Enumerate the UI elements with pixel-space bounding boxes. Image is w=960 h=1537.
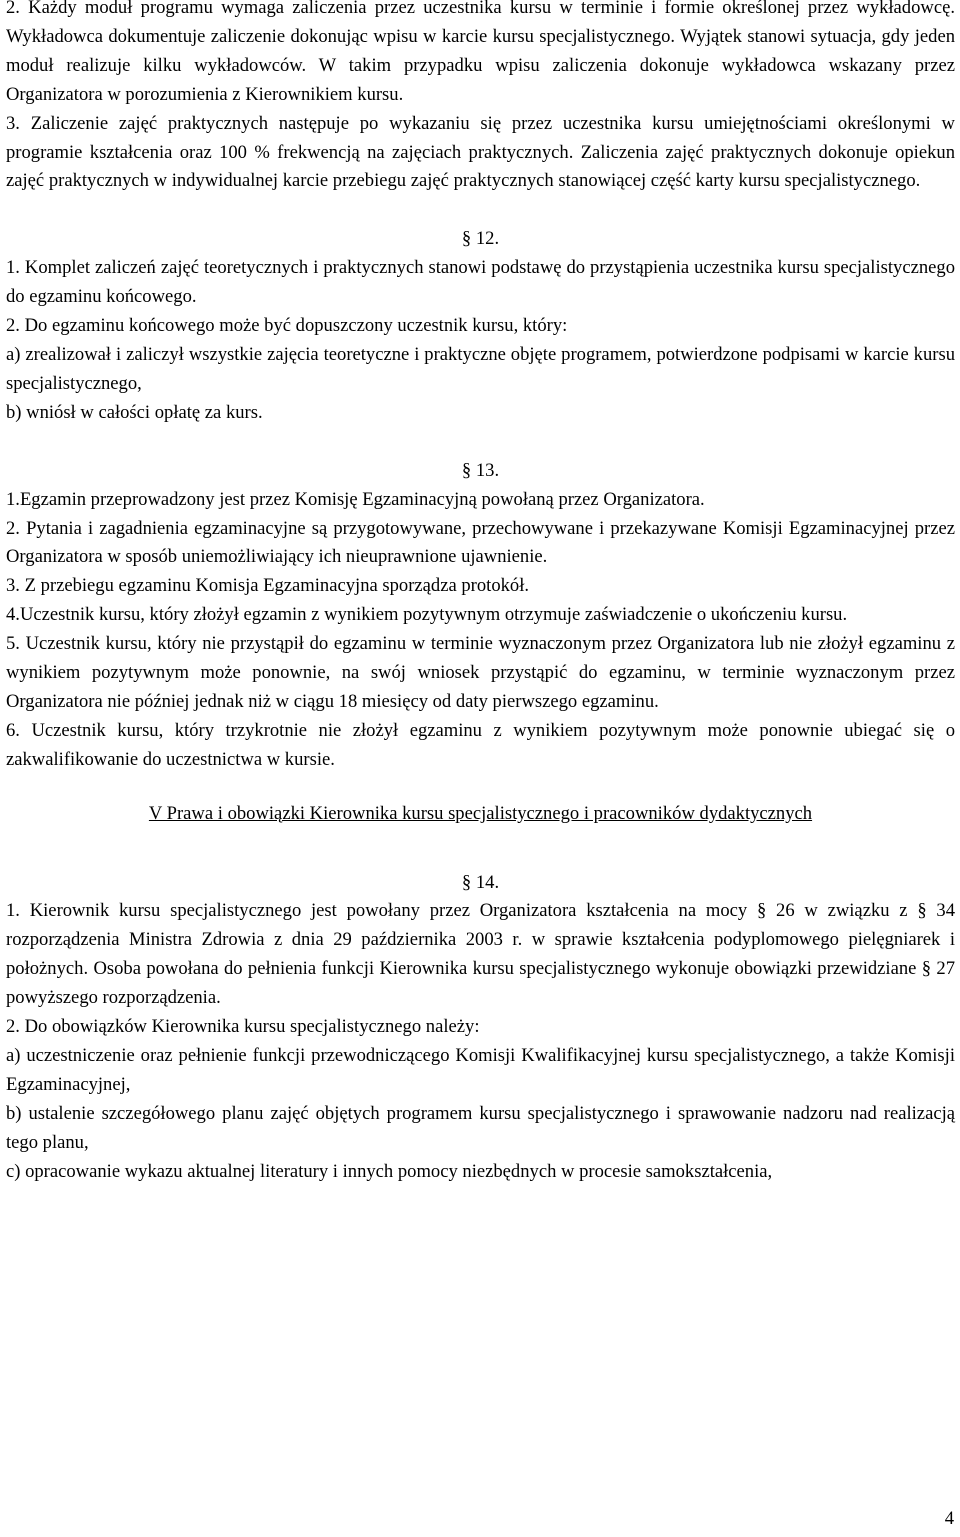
page-number: 4 xyxy=(944,1508,954,1529)
chapter-heading: V Prawa i obowiązki Kierownika kursu specjalistycznego i pracowników dydaktycznych xyxy=(148,802,813,824)
list-item: b) ustalenie szczegółowego planu zajęć objętych programem kursu specjalistycznego i sprawowanie nadzoru nad realizacją tego planu, xyxy=(6,1102,955,1153)
section-title: § 12. xyxy=(461,228,500,250)
paragraph: 1.Egzamin przeprowadzony jest przez Komisję Egzaminacyjną powołaną przez Organizatora. xyxy=(6,488,705,510)
list-item: b) wniósł w całości opłatę za kurs. xyxy=(6,401,263,423)
paragraph: 2. Do obowiązków Kierownika kursu specjalistycznego należy: xyxy=(6,1016,480,1038)
list-item: a) zrealizował i zaliczył wszystkie zajęcia teoretyczne i praktyczne objęte programem, potwierdzone podpisami w karcie kursu specjalistycznego, xyxy=(6,343,955,394)
paragraph: 2. Każdy moduł programu wymaga zaliczenia przez uczestnika kursu w terminie i formie określonej przez wykładowcę. Wykładowca dokumentuje zaliczenie dokonując wpisu w karcie kursu specjalistycznego. Wyjątek stanowi sytuacja, gdy jeden moduł realizuje kilku wykładowców. W takim przypadku wpisu zaliczenia dokonuje wykładowca wskazany przez Organizatora w porozumienia z Kierownikiem kursu. xyxy=(6,0,955,105)
paragraph: 4.Uczestnik kursu, który złożył egzamin z wynikiem pozytywnym otrzymuje zaświadczenie o ukończeniu kursu. xyxy=(6,604,848,626)
document-body xyxy=(6,0,955,1187)
paragraph: 3. Zaliczenie zajęć praktycznych następuje po wykazaniu się przez uczestnika kursu umiejętnościami określonymi w programie kształcenia oraz 100 % frekwencją na zajęciach praktycznych. Zaliczenia zajęć praktycznych dokonuje opiekun zajęć praktycznych w indywidualnej karcie przebiegu zajęć praktycznych stanowiącej część karty kursu specjalistycznego. xyxy=(6,112,955,192)
list-item: a) uczestniczenie oraz pełnienie funkcji przewodniczącego Komisji Kwalifikacyjnej kursu specjalistycznego, a także Komisji Egzaminacyjnej, xyxy=(6,1045,955,1095)
section-title: § 13. xyxy=(461,459,500,481)
section-title: § 14. xyxy=(461,871,500,893)
paragraph: 3. Z przebiegu egzaminu Komisja Egzaminacyjna sporządza protokół. xyxy=(6,575,530,597)
paragraph: 5. Uczestnik kursu, który nie przystąpił do egzaminu w terminie wyznaczonym przez Organizatora lub nie złożył egzaminu z wynikiem pozytywnym może ponownie, na swój wniosek przystąpić do egzaminu, w terminie wyznaczonym przez Organizatora nie później jednak niż w ciągu 18 miesięcy od daty pierwszego egzaminu. xyxy=(6,633,955,712)
list-item: c) opracowanie wykazu aktualnej literatury i innych pomocy niezbędnych w procesie samokształcenia, xyxy=(6,1160,773,1182)
paragraph: 1. Komplet zaliczeń zajęć teoretycznych i praktycznych stanowi podstawę do przystąpienia uczestnika kursu specjalistycznego do egzaminu końcowego. xyxy=(6,257,955,308)
paragraph: 1. Kierownik kursu specjalistycznego jest powołany przez Organizatora kształcenia na mocy § 26 w związku z § 34 rozporządzenia Ministra Zdrowia z dnia 29 października 2003 r. w sprawie kształcenia podyplomowego pielęgniarek i położnych. Osoba powołana do pełnienia funkcji Kierownika kursu specjalistycznego wykonuje obowiązki przewidziane § 27 powyższego rozporządzenia. xyxy=(6,900,955,1009)
paragraph: 2. Pytania i zagadnienia egzaminacyjne są przygotowywane, przechowywane i przekazywane Komisji Egzaminacyjnej przez Organizatora w sposób uniemożliwiający ich nieuprawnione ujawnienie. xyxy=(6,517,955,568)
paragraph: 6. Uczestnik kursu, który trzykrotnie nie złożył egzaminu z wynikiem pozytywnym może ponownie ubiegać się o zakwalifikowanie do uczestnictwa w kursie. xyxy=(6,719,955,770)
paragraph: 2. Do egzaminu końcowego może być dopuszczony uczestnik kursu, który: xyxy=(6,315,568,337)
